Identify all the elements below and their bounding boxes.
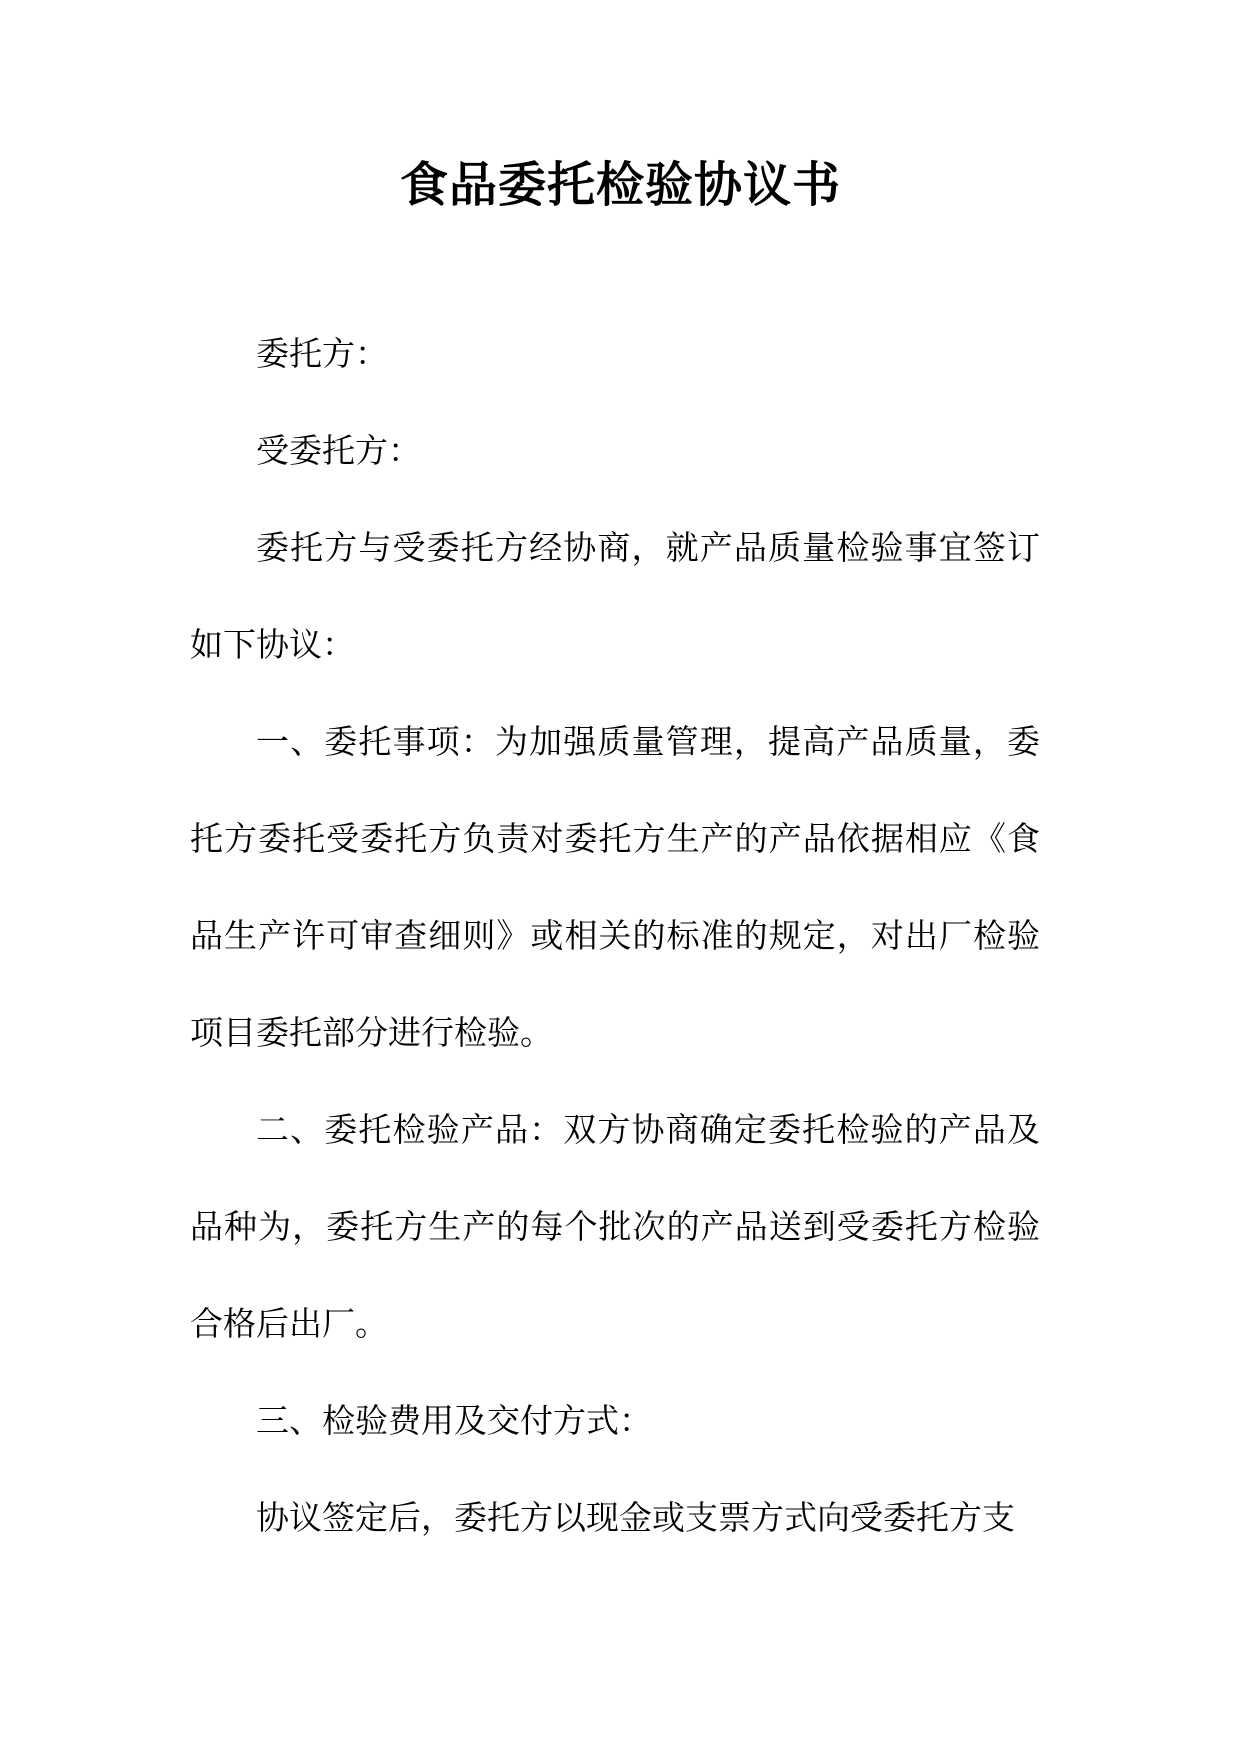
document-title: 食品委托检验协议书: [399, 157, 841, 213]
document-body: [190, 305, 1040, 1566]
paragraph-intro: 委托方与受委托方经协商，就产品质量检验事宜签订如下协议：: [190, 528, 1040, 664]
paragraph-contractor: 受委托方：: [256, 431, 421, 470]
paragraph-section-1: 一、委托事项：为加强质量管理，提高产品质量，委托方委托受委托方负责对委托方生产的产品依据相应《食品生产许可审查细则》或相关的标准的规定，对出厂检验项目委托部分进行检验。: [190, 722, 1040, 1052]
paragraph-client: 委托方：: [256, 334, 388, 373]
paragraph-section-3-body: 协议签定后，委托方以现金或支票方式向受委托方支: [256, 1498, 1015, 1537]
paragraph-section-2: 二、委托检验产品：双方协商确定委托检验的产品及品种为，委托方生产的每个批次的产品送到受委托方检验合格后出厂。: [190, 1110, 1040, 1343]
paragraph-section-3-heading: 三、检验费用及交付方式：: [256, 1401, 652, 1440]
